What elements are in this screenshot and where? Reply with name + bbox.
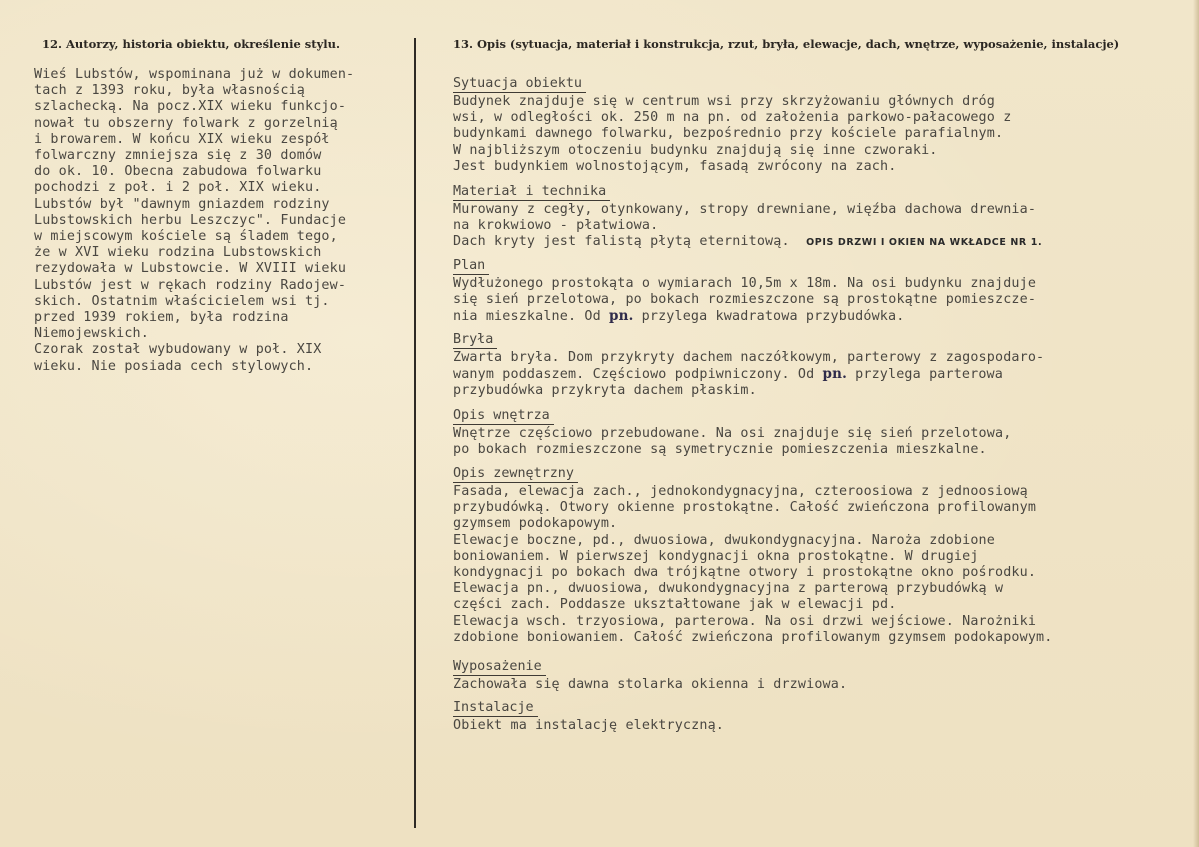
history-text: Wieś Lubstów, wspominana już w dokumen- tach z 1393 roku, była własnością szlachecką. Na pocz.XIX wieku funkcjo- nował tu obszerny folwark z gorzelnią i browarem. W końcu XIX wieku zespół folwarczny zmniejsza się z 30 domów do ok. 10. Obecna zabudowa folwarku pochodzi z poł. i 2 poł. XIX wieku. Lubstów był "dawnym gniazdem rodziny Lubstowskich herbu Leszczyc". Fundacje w miejscowym kościele są śladem tego, że w XVI wieku rodzina Lubstowskich rezydowała w Lubstowcie. W XVIII wieku Lubstów jest w rękach rodziny Radojew- skich. Ostatnim właścicielem wsi tj. przed 1939 rokiem, była rodzina Niemojewskich. Czorak został wybudowany w poł. XIX wieku. Nie posiada cech stylowych. — [34, 67, 355, 374]
section-wyposazenie — [453, 655, 847, 693]
section-text-line: Zwarta bryła. Dom przykryty dachem naczółkowym, parterowy z zagospodaro- — [453, 350, 1045, 365]
section-text: Budynek znajduje się w centrum wsi przy skrzyżowaniu głównych dróg wsi, w odległości ok. 250 m na pn. od założenia parkowo-pałacowego z budynkami dawnego folwarku, bezpośrednio przy kościele parafialnym. W najbliższym otoczeniu budynku znajdują się inne czworaki. Jest budynkiem wolnostojącym, fasadą zwrócony na zach. — [453, 94, 1012, 174]
section-text-line: Wydłużonego prostokąta o wymiarach 10,5m x 18m. Na osi budynku znajduje — [453, 276, 1037, 291]
section-sytuacja — [453, 72, 1011, 175]
text-fragment: nia mieszkalne. Od — [453, 309, 610, 325]
column-13-header: 13. Opis (sytuacja, materiał i konstrukcja, rzut, bryła, elewacje, dach, wnętrze, wyposażenie, instalacje) — [453, 37, 1120, 51]
section-text-line — [453, 234, 1042, 251]
section-zewnetrze — [453, 462, 1052, 646]
section-instalacje — [453, 696, 724, 734]
section-wnetrze — [453, 404, 1011, 458]
section-title: Opis wnętrza — [453, 408, 554, 425]
section-plan — [453, 254, 1036, 326]
section-bryla — [453, 328, 1044, 400]
section-text: Murowany z cegły, otynkowany, stropy drewniane, więźba dachowa drewnia- na krokwiowo - płatwiowa. — [453, 202, 1037, 234]
section-text: Zachowała się dawna stolarka okienna i drzwiowa. — [453, 677, 848, 692]
section-text: Fasada, elewacja zach., jednokondygnacyjna, czteroosiowa z jednoosiową przybudówką. Otwory okienne prostokątne. Całość zwieńczona profilowanym gzymsem podokapowym. Elewacje boczne, pd., dwuosiowa, dwukondygnacyjna. Naroża zdobione boniowaniem. W pierwszej kondygnacji okna prostokątne. W drugiej kondygnacji po bokach dwa trójkątne otwory i prostokątne okno pośrodku. Elewacja pn., dwuosiowa, dwukondygnacyjna z parterową przybudówką w części zach. Poddasze ukształtowane jak w elewacji pd. Elewacja wsch. trzyosiowa, parterowa. Na osi drzwi wejściowe. Narożniki zdobione boniowaniem. Całość zwieńczona profilowanym gzymsem podokapowym. — [453, 484, 1053, 645]
roof-text: Dach kryty jest falistą płytą eternitową. — [453, 234, 790, 250]
section-text: Wnętrze częściowo przebudowane. Na osi znajduje się sień przelotowa, po bokach rozmieszczone są symetrycznie pomieszczenia mieszkalne. — [453, 426, 1012, 458]
section-title: Wyposażenie — [453, 659, 546, 676]
section-text-line — [453, 366, 1044, 383]
section-title: Materiał i technika — [453, 184, 610, 201]
section-text-line: się sień przelotowa, po bokach rozmieszczone są prostokątne pomieszcze- — [453, 292, 1037, 308]
section-text-line: przybudówka przykryta dachem płaskim. — [453, 383, 757, 399]
paper-edge — [1193, 0, 1199, 847]
handwritten-note: OPIS DRZWI I OKIEN NA WKŁADCE NR 1. — [806, 237, 1043, 249]
handwritten-direction-mark: pn. — [822, 366, 847, 383]
text-fragment: wanym poddaszem. Częściowo podpiwniczony. Od — [453, 367, 823, 383]
section-text: Obiekt ma instalację elektryczną. — [453, 718, 724, 733]
handwritten-direction-mark: pn. — [609, 308, 634, 325]
section-text-line — [453, 308, 1036, 325]
section-title: Sytuacja obiektu — [453, 76, 586, 93]
column-divider — [414, 38, 416, 828]
section-title: Instalacje — [453, 700, 538, 717]
section-material — [453, 180, 1042, 252]
section-title: Plan — [453, 258, 489, 275]
section-title: Opis zewnętrzny — [453, 466, 578, 483]
section-title: Bryła — [453, 332, 497, 349]
text-fragment: przylega parterowa — [846, 367, 1003, 383]
text-fragment: przylega kwadratowa przybudówka. — [633, 309, 905, 325]
column-12-header: 12. Autorzy, historia obiektu, określenie stylu. — [42, 37, 340, 51]
